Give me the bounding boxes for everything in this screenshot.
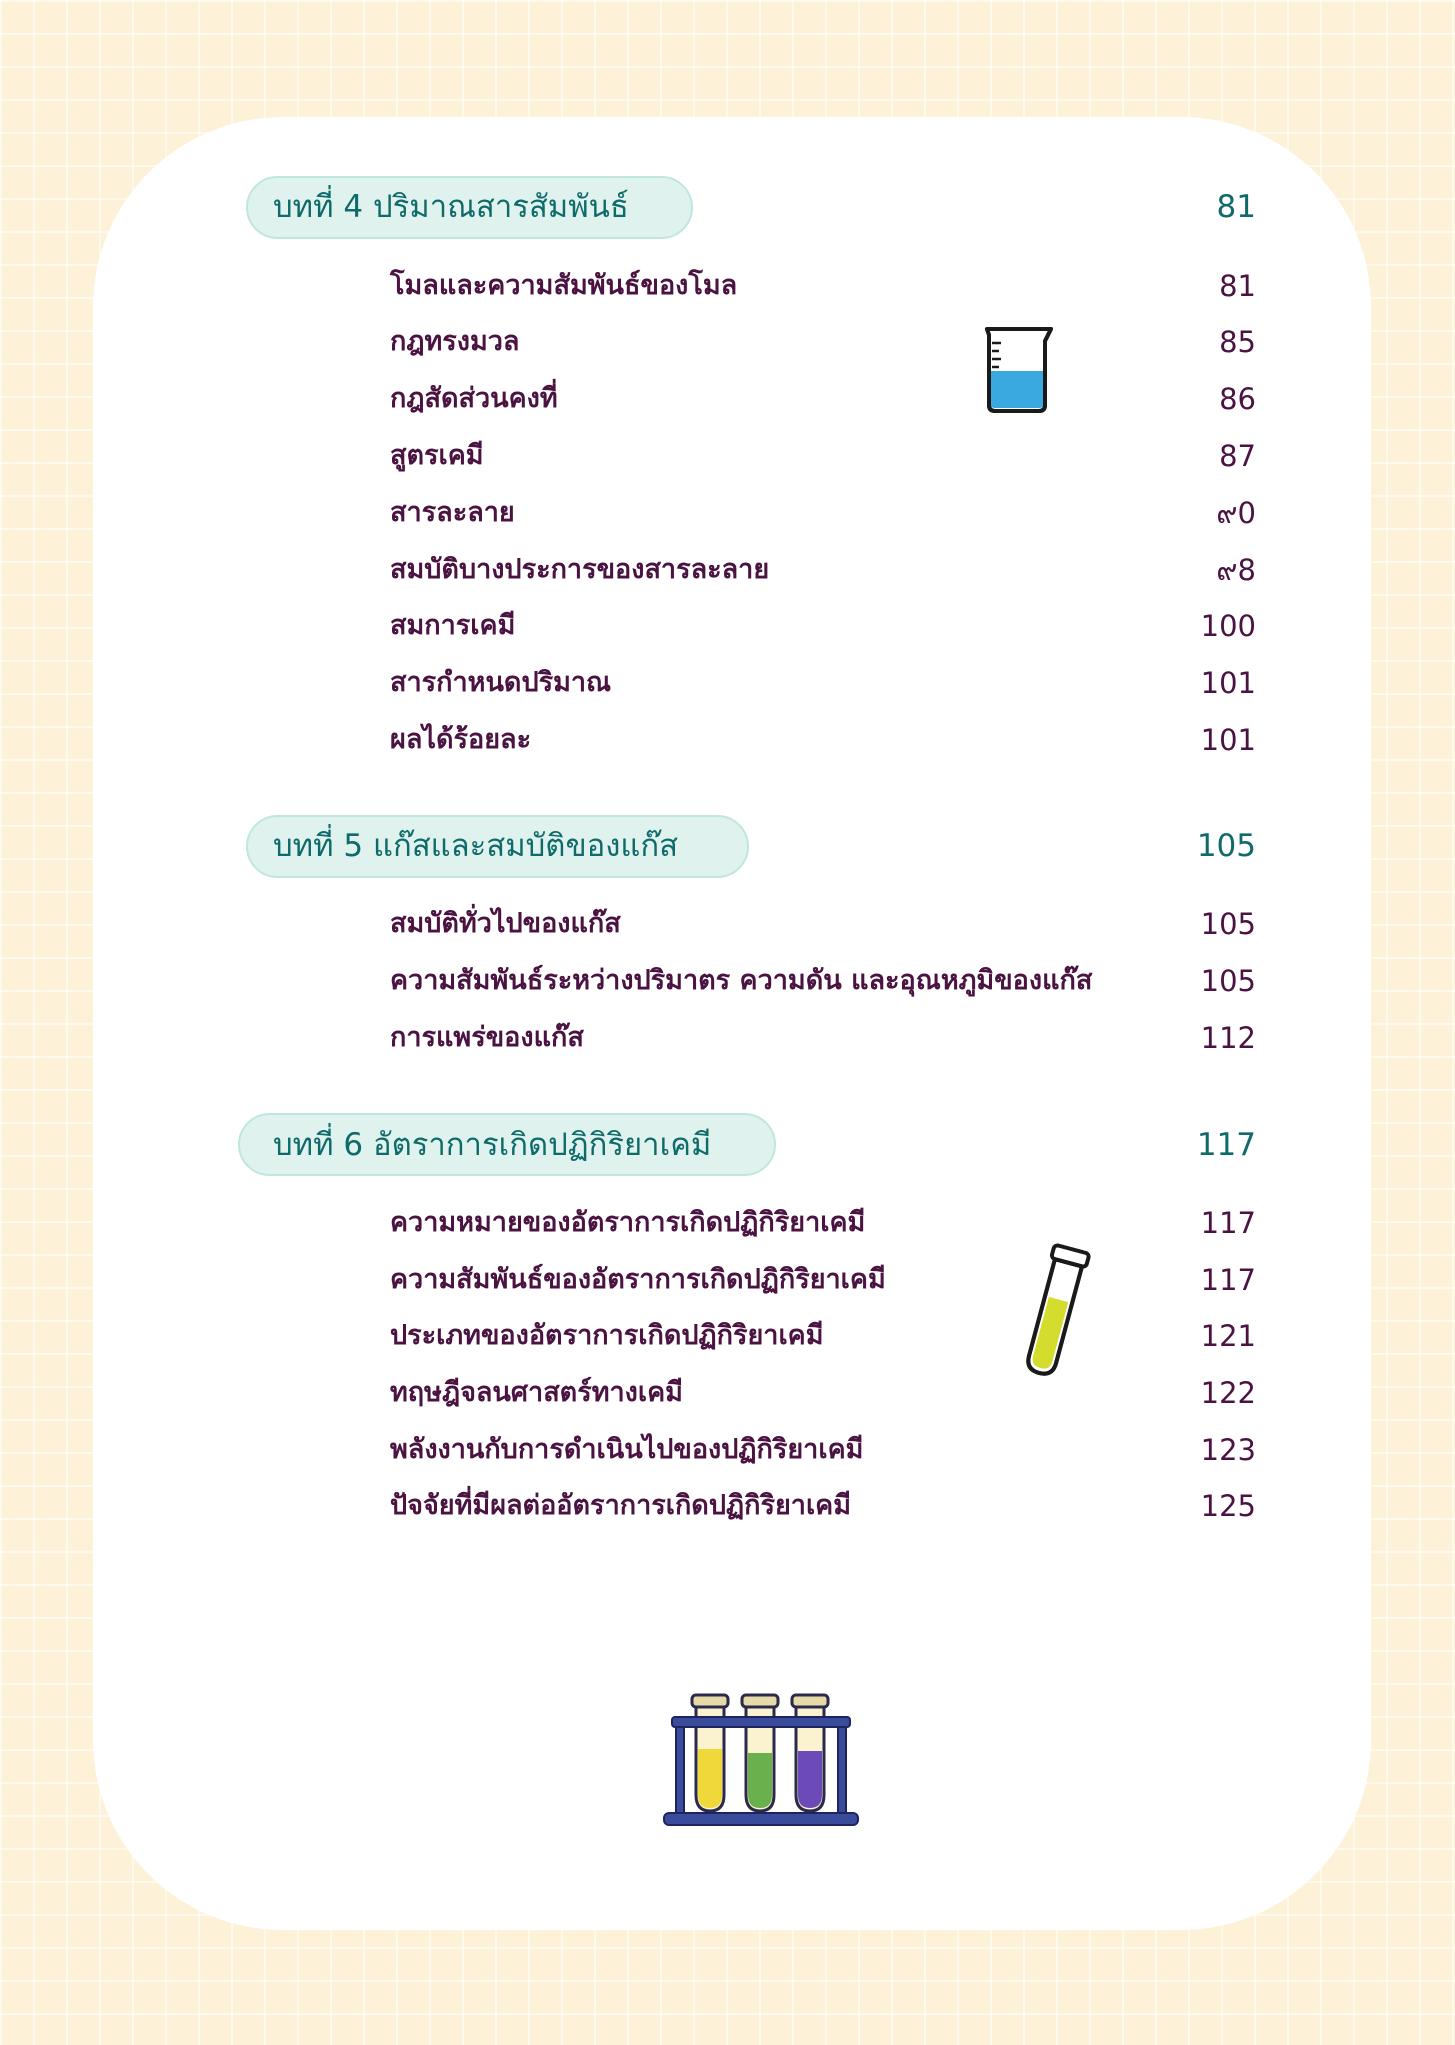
toc-item-label: ทฤษฎีจลนศาสตร์ทางเคมี — [390, 1377, 683, 1408]
toc-item-label: สมบัติทั่วไปของแก๊ส — [390, 908, 621, 939]
toc-item-label: การแพร่ของแก๊ส — [390, 1022, 584, 1053]
toc-item[interactable] — [93, 720, 1371, 760]
toc-item[interactable] — [93, 550, 1371, 590]
toc-item-page: 117 — [1200, 1206, 1256, 1240]
toc-item-label: กฎสัดส่วนคงที่ — [390, 383, 558, 414]
toc-item-page: 87 — [1219, 439, 1256, 473]
toc-item-page: 86 — [1219, 382, 1256, 416]
toc-item[interactable] — [93, 1260, 1371, 1300]
toc-item-label: สูตรเคมี — [390, 440, 484, 471]
toc-item[interactable] — [93, 1430, 1371, 1470]
toc-item-page: 112 — [1200, 1021, 1256, 1055]
toc-item-page: 121 — [1200, 1319, 1256, 1353]
toc-item-page: 101 — [1200, 723, 1256, 757]
test-tube-icon — [1015, 1243, 1095, 1383]
toc-item-page: 81 — [1219, 269, 1256, 303]
toc-item-label: ประเภทของอัตราการเกิดปฏิกิริยาเคมี — [390, 1320, 824, 1351]
toc-item[interactable] — [93, 493, 1371, 533]
chapter-6-page: 117 — [1196, 1127, 1256, 1163]
toc-item-label: โมลและความสัมพันธ์ของโมล — [390, 270, 738, 301]
toc-item[interactable] — [93, 1203, 1371, 1243]
toc-item[interactable] — [93, 1486, 1371, 1526]
toc-item-page: 123 — [1200, 1433, 1256, 1467]
toc-item-label: ผลได้ร้อยละ — [390, 724, 532, 755]
toc-item[interactable] — [93, 1018, 1371, 1058]
toc-item-page: 122 — [1200, 1376, 1256, 1410]
toc-item[interactable] — [93, 961, 1371, 1001]
toc-item-label: ความหมายของอัตราการเกิดปฏิกิริยาเคมี — [390, 1207, 866, 1238]
chapter-4-page: 81 — [1216, 189, 1256, 225]
toc-item[interactable] — [93, 436, 1371, 476]
toc-item[interactable] — [93, 379, 1371, 419]
toc-item-label: พลังงานกับการดำเนินไปของปฏิกิริยาเคมี — [390, 1434, 864, 1465]
toc-item-page: 100 — [1200, 609, 1256, 643]
toc-item[interactable] — [93, 663, 1371, 703]
toc-item-page: 117 — [1200, 1263, 1256, 1297]
toc-item-page: ๙0 — [1216, 496, 1256, 530]
toc-item-label: กฎทรงมวล — [390, 326, 520, 357]
toc-item-label: สมการเคมี — [390, 610, 516, 641]
chapter-4-title[interactable]: บทที่ 4 ปริมาณสารสัมพันธ์ — [273, 189, 629, 225]
toc-item[interactable] — [93, 266, 1371, 306]
chapter-5-title[interactable]: บทที่ 5 แก๊สและสมบัติของแก๊ส — [273, 828, 679, 864]
toc-item[interactable] — [93, 1373, 1371, 1413]
beaker-icon — [979, 323, 1059, 415]
toc-item-label: ความสัมพันธ์ของอัตราการเกิดปฏิกิริยาเคมี — [390, 1264, 886, 1295]
toc-item-page: 125 — [1200, 1489, 1256, 1523]
toc-item-label: สมบัติบางประการของสารละลาย — [390, 554, 770, 585]
toc-item[interactable] — [93, 904, 1371, 944]
test-tube-rack-icon — [662, 1691, 862, 1831]
toc-item-label: ปัจจัยที่มีผลต่ออัตราการเกิดปฏิกิริยาเคมี — [390, 1490, 852, 1521]
toc-item-page: 101 — [1200, 666, 1256, 700]
toc-item-label: สารละลาย — [390, 497, 515, 528]
chapter-6-title[interactable]: บทที่ 6 อัตราการเกิดปฏิกิริยาเคมี — [273, 1127, 712, 1163]
toc-item-label: สารกำหนดปริมาณ — [390, 667, 612, 698]
toc-item[interactable] — [93, 606, 1371, 646]
toc-item-page: 105 — [1200, 907, 1256, 941]
toc-item-page: 85 — [1219, 325, 1256, 359]
chapter-5-page: 105 — [1196, 828, 1256, 864]
toc-item-page: 105 — [1200, 964, 1256, 998]
contents-card — [93, 117, 1371, 1930]
toc-item[interactable] — [93, 322, 1371, 362]
toc-item-page: ๙8 — [1216, 553, 1256, 587]
toc-item-label: ความสัมพันธ์ระหว่างปริมาตร ความดัน และอุณหภูมิของแก๊ส — [390, 965, 1093, 996]
toc-item[interactable] — [93, 1316, 1371, 1356]
